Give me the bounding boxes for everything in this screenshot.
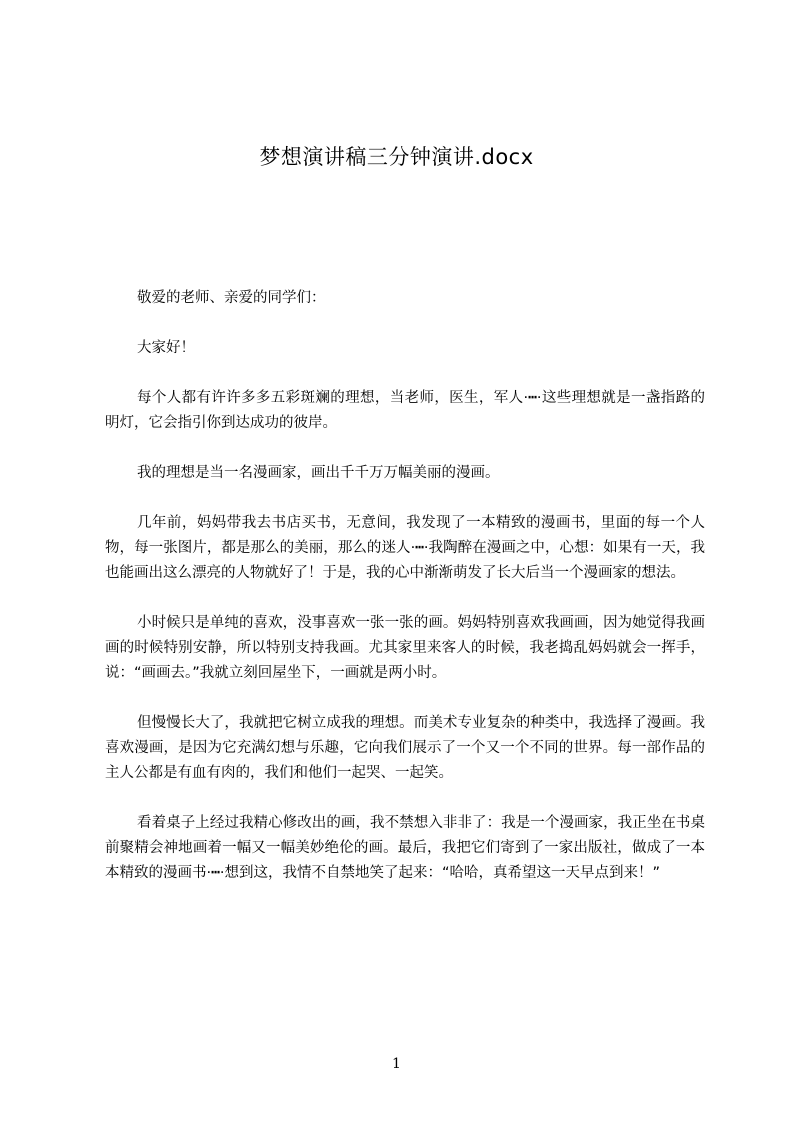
paragraph: 小时候只是单纯的喜欢，没事喜欢一张一张的画。妈妈特别喜欢我画画，因为她觉得我画画的时候特别安静，所以特别支持我画。尤其家里来客人的时候，我老捣乱妈妈就会一挥手，说：“画画去。”我就立刻回屋坐下，一画就是两小时。 <box>105 615 705 681</box>
document-title: 梦想演讲稿三分钟演讲.docx <box>259 145 534 169</box>
paragraph: 看着桌子上经过我精心修改出的画，我不禁想入非非了：我是一个漫画家，我正坐在书桌前聚精会神地画着一幅又一幅美妙绝伦的画。最后，我把它们寄到了一家出版社，做成了一本本精致的漫画书·┅·想到这，我情不自禁地笑了起来：“哈哈，真希望这一天早点到来！” <box>105 815 705 881</box>
paragraph-salutation: 敬爱的老师、亲爱的同学们： <box>137 290 326 306</box>
document-body <box>105 286 705 911</box>
page-number: 1 <box>392 1056 401 1072</box>
paragraph: 我的理想是当一名漫画家，画出千千万万幅美丽的漫画。 <box>137 465 500 481</box>
paragraph: 但慢慢长大了，我就把它树立成我的理想。而美术专业复杂的种类中，我选择了漫画。我喜欢漫画，是因为它充满幻想与乐趣，它向我们展示了一个又一个不同的世界。每一部作品的主人公都是有血有肉的，我们和他们一起哭、一起笑。 <box>105 715 705 781</box>
paragraph-greeting: 大家好！ <box>137 340 195 356</box>
paragraph: 几年前，妈妈带我去书店买书，无意间，我发现了一本精致的漫画书，里面的每一个人物，每一张图片，都是那么的美丽，那么的迷人·┅·我陶醉在漫画之中，心想：如果有一天，我也能画出这么漂亮的人物就好了！于是，我的心中渐渐萌发了长大后当一个漫画家的想法。 <box>105 515 705 581</box>
paragraph: 每个人都有许许多多五彩斑斓的理想，当老师，医生，军人·┅·这些理想就是一盏指路的明灯，它会指引你到达成功的彼岸。 <box>105 390 705 431</box>
